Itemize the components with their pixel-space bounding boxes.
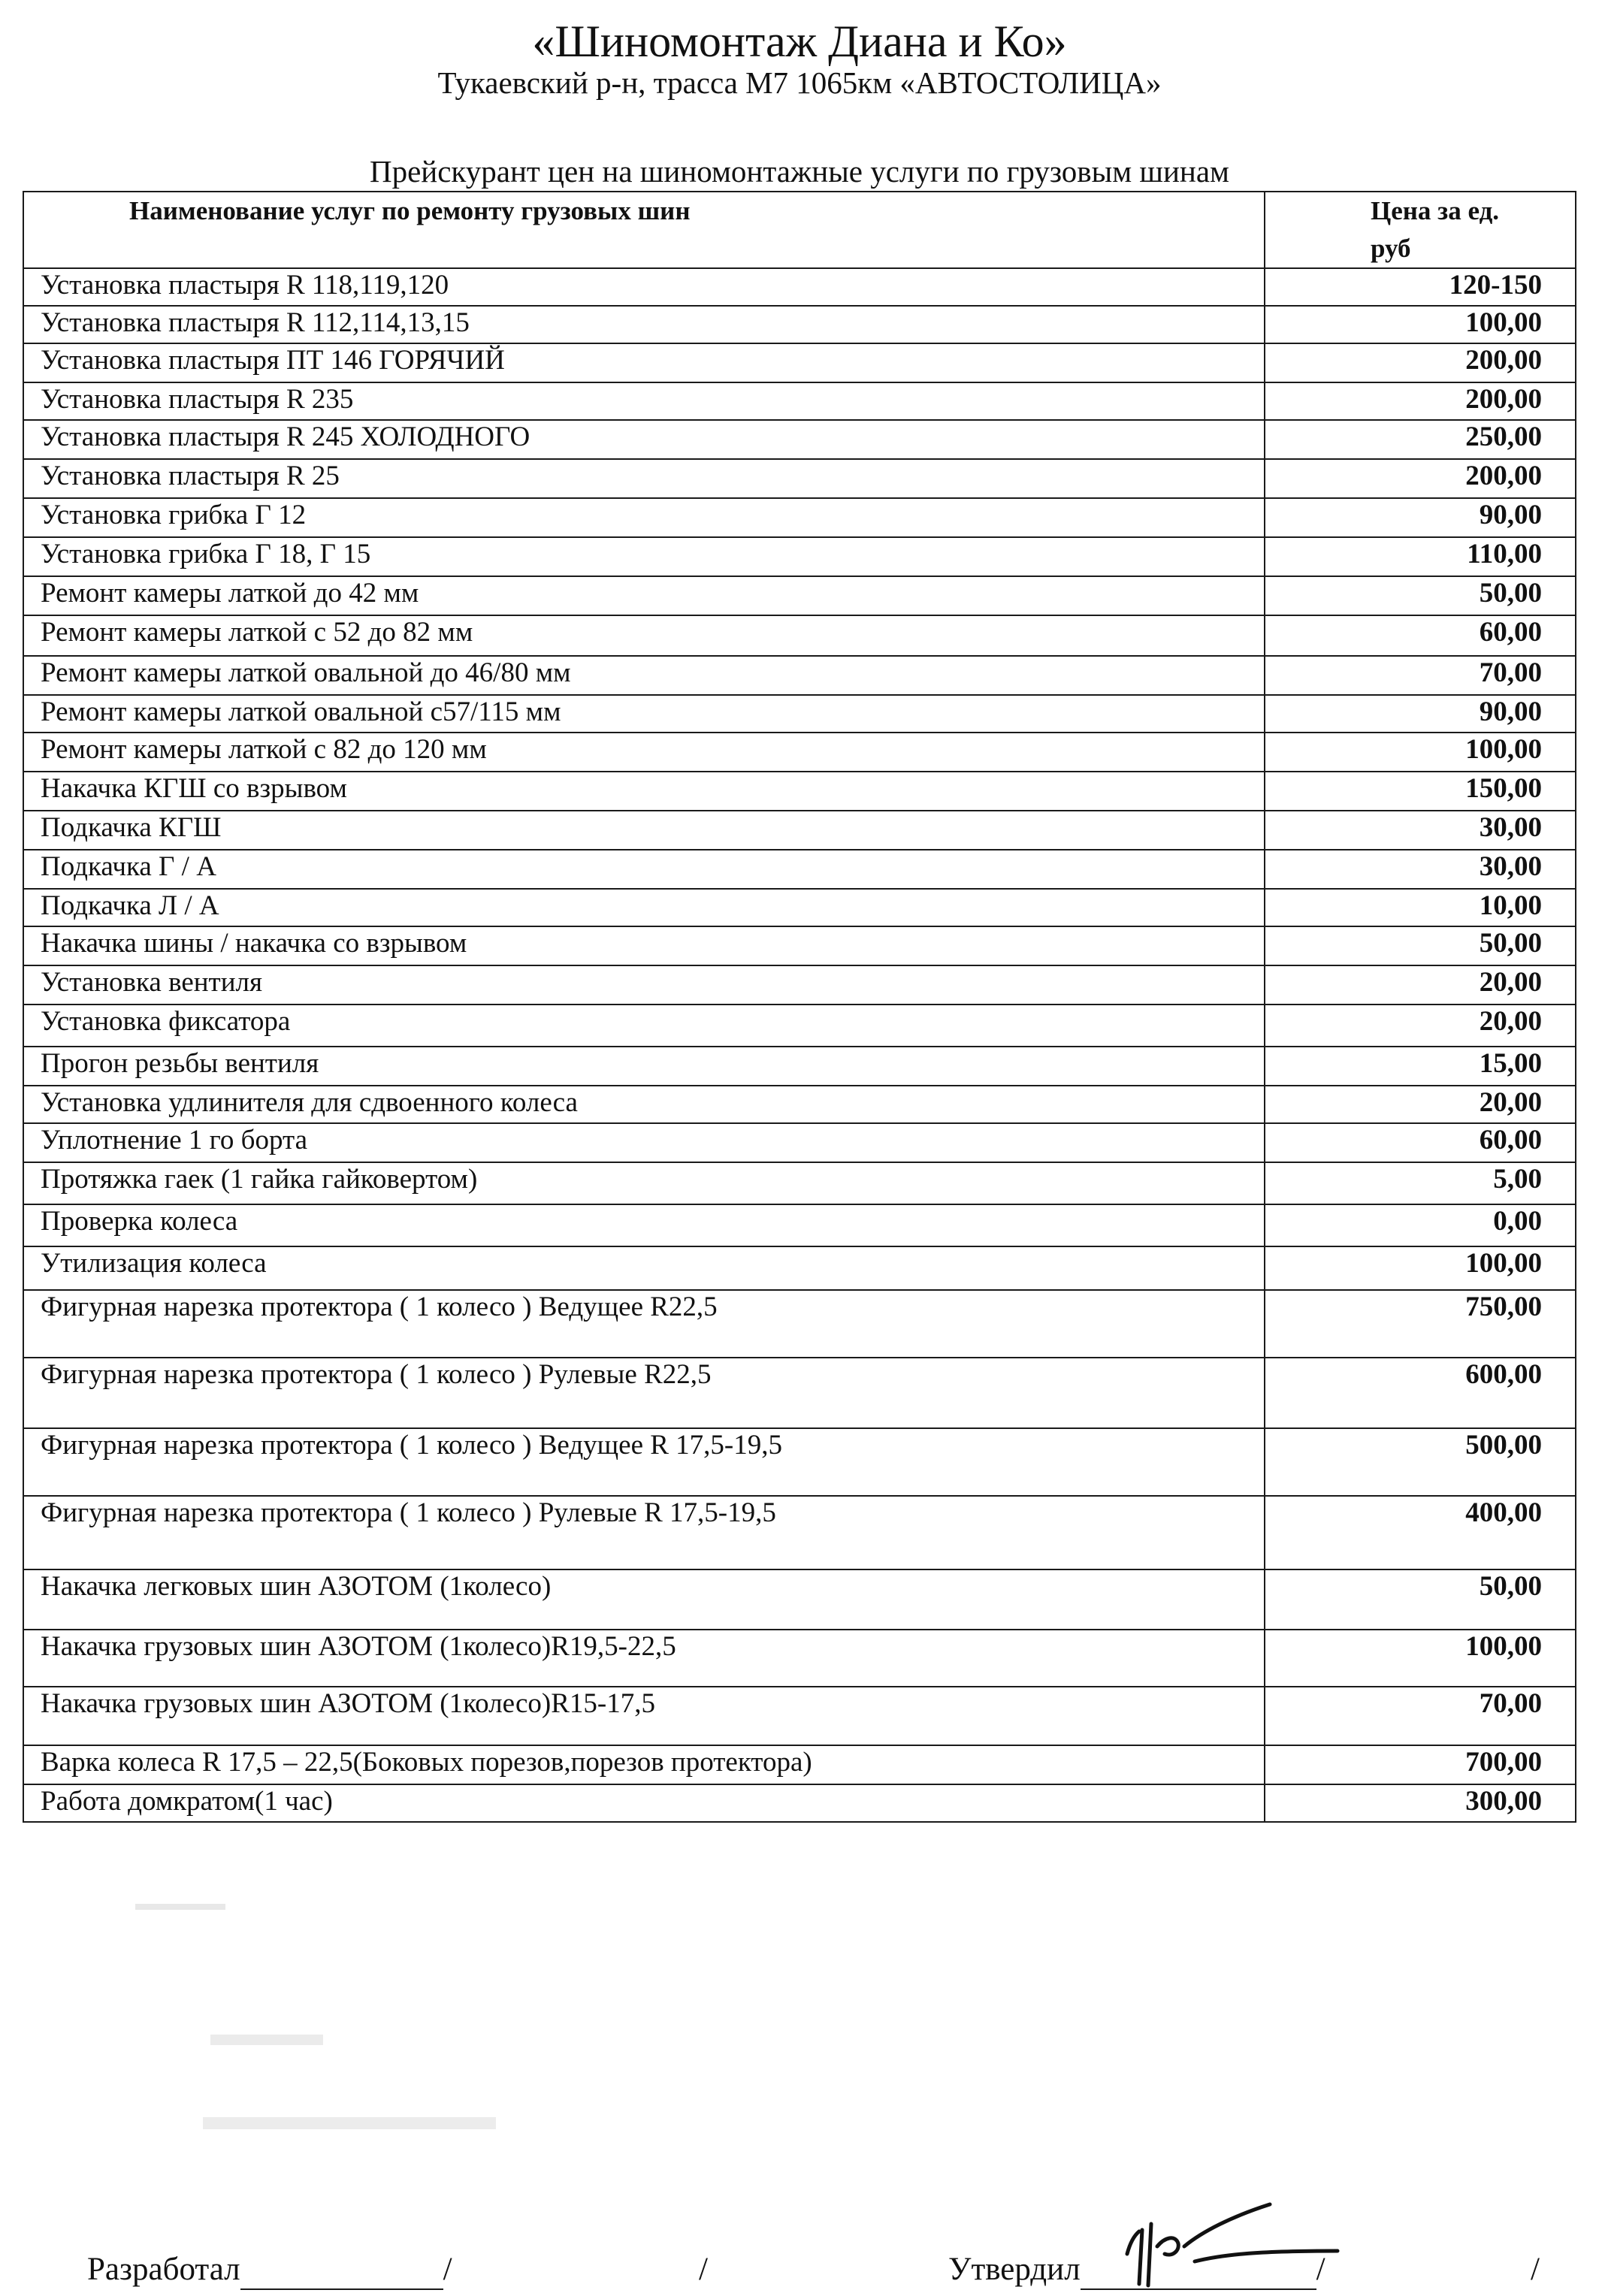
service-price-cell: 20,00 (1265, 1005, 1576, 1047)
table-row (23, 926, 1576, 965)
service-name-cell: Прогон резьбы вентиля (23, 1047, 1265, 1086)
service-name-cell: Установка пластыря R 118,119,120 (23, 268, 1265, 306)
table-row (23, 1162, 1576, 1204)
table-row (23, 615, 1576, 656)
service-name-cell: Установка пластыря R 25 (23, 459, 1265, 498)
approved-slash-1: / (1316, 2252, 1325, 2287)
price-header-line-1: Цена за ед. (1371, 196, 1500, 225)
service-name-cell: Ремонт камеры латкой овальной с57/115 мм (23, 695, 1265, 733)
company-name: «Шиномонтаж Диана и Ко» (532, 17, 1067, 66)
service-price-cell: 20,00 (1265, 965, 1576, 1005)
table-row (23, 733, 1576, 772)
service-price-cell: 60,00 (1265, 615, 1576, 656)
table-row (23, 811, 1576, 850)
scan-smudge-1 (135, 1896, 248, 1919)
table-row (23, 1204, 1576, 1246)
service-name-cell: Подкачка Г / А (23, 850, 1265, 889)
service-price-cell: 500,00 (1265, 1428, 1576, 1496)
service-name-cell: Варка колеса R 17,5 – 22,5(Боковых порезов,порезов протектора) (23, 1745, 1265, 1784)
service-price-cell: 300,00 (1265, 1784, 1576, 1822)
service-price-cell: 250,00 (1265, 420, 1576, 459)
service-price-cell: 600,00 (1265, 1358, 1576, 1428)
service-name-cell: Протяжка гаек (1 гайка гайковертом) (23, 1162, 1265, 1204)
service-name-cell: Фигурная нарезка протектора ( 1 колесо ) Рулевые R 17,5-19,5 (23, 1496, 1265, 1569)
service-name-cell: Фигурная нарезка протектора ( 1 колесо ) Ведущее R 17,5-19,5 (23, 1428, 1265, 1496)
scan-smudge-3 (203, 2110, 503, 2140)
service-name-cell: Накачка шины / накачка со взрывом (23, 926, 1265, 965)
service-price-cell: 30,00 (1265, 811, 1576, 850)
service-name-cell: Ремонт камеры латкой с 52 до 82 мм (23, 615, 1265, 656)
service-name-cell: Работа домкратом(1 час) (23, 1784, 1265, 1822)
service-price-cell: 100,00 (1265, 306, 1576, 343)
table-header-row (23, 192, 1576, 268)
table-row (23, 1246, 1576, 1290)
table-row (23, 695, 1576, 733)
table-row (23, 306, 1576, 343)
service-price-cell: 5,00 (1265, 1162, 1576, 1204)
service-price-cell: 400,00 (1265, 1496, 1576, 1569)
service-price-cell: 50,00 (1265, 576, 1576, 615)
price-table-body (23, 268, 1576, 1822)
table-row (23, 889, 1576, 926)
service-price-cell: 15,00 (1265, 1047, 1576, 1086)
document-title: Прейскурант цен на шиномонтажные услуги по грузовым шинам (369, 154, 1230, 189)
price-header-line-2: руб (1371, 234, 1411, 263)
service-price-cell: 200,00 (1265, 382, 1576, 420)
price-list-table (23, 191, 1576, 1823)
table-row (23, 1630, 1576, 1687)
service-price-cell: 120-150 (1265, 268, 1576, 306)
service-price-cell: 30,00 (1265, 850, 1576, 889)
table-row (23, 268, 1576, 306)
service-name-cell: Подкачка Л / А (23, 889, 1265, 926)
developed-label: Разработал (87, 2252, 240, 2287)
service-name-cell: Проверка колеса (23, 1204, 1265, 1246)
service-price-cell: 200,00 (1265, 343, 1576, 382)
service-price-cell: 100,00 (1265, 733, 1576, 772)
service-price-cell: 100,00 (1265, 1246, 1576, 1290)
service-name-cell: Установка пластыря R 245 ХОЛОДНОГО (23, 420, 1265, 459)
service-name-cell: Установка вентиля (23, 965, 1265, 1005)
footer-developed (87, 2251, 708, 2290)
approved-slash-2: / (1531, 2252, 1540, 2287)
table-row (23, 576, 1576, 615)
table-row (23, 1428, 1576, 1496)
table-row (23, 656, 1576, 695)
table-row (23, 420, 1576, 459)
service-price-cell: 60,00 (1265, 1123, 1576, 1162)
service-price-cell: 50,00 (1265, 926, 1576, 965)
service-name-cell: Фигурная нарезка протектора ( 1 колесо ) Рулевые R22,5 (23, 1358, 1265, 1428)
service-price-cell: 20,00 (1265, 1086, 1576, 1123)
service-name-cell: Установка пластыря ПТ 146 ГОРЯЧИЙ (23, 343, 1265, 382)
service-price-cell: 700,00 (1265, 1745, 1576, 1784)
service-name-cell: Ремонт камеры латкой с 82 до 120 мм (23, 733, 1265, 772)
table-row (23, 343, 1576, 382)
table-row (23, 1123, 1576, 1162)
scan-smudge-2 (210, 2029, 331, 2051)
table-row (23, 1687, 1576, 1745)
service-name-cell: Накачка КГШ со взрывом (23, 772, 1265, 811)
developed-signature-line (240, 2251, 443, 2290)
table-row (23, 772, 1576, 811)
approved-label: Утвердил (948, 2252, 1081, 2287)
table-row (23, 1047, 1576, 1086)
price-column-header (1265, 192, 1576, 268)
service-price-cell: 110,00 (1265, 537, 1576, 576)
service-name-cell: Уплотнение 1 го борта (23, 1123, 1265, 1162)
service-name-cell: Установка пластыря R 235 (23, 382, 1265, 420)
table-row (23, 850, 1576, 889)
table-row (23, 498, 1576, 537)
service-price-cell: 90,00 (1265, 498, 1576, 537)
service-name-cell: Ремонт камеры латкой до 42 мм (23, 576, 1265, 615)
service-price-cell: 100,00 (1265, 1630, 1576, 1687)
table-row (23, 1005, 1576, 1047)
table-row (23, 965, 1576, 1005)
table-row (23, 1086, 1576, 1123)
service-price-cell: 50,00 (1265, 1569, 1576, 1630)
service-name-cell: Установка грибка Г 18, Г 15 (23, 537, 1265, 576)
service-name-cell: Накачка легковых шин АЗОТОМ (1колесо) (23, 1569, 1265, 1630)
service-column-header: Наименование услуг по ремонту грузовых шин (23, 192, 1265, 268)
service-price-cell: 70,00 (1265, 656, 1576, 695)
service-name-cell: Установка удлинителя для сдвоенного колеса (23, 1086, 1265, 1123)
service-price-cell: 90,00 (1265, 695, 1576, 733)
table-row (23, 1569, 1576, 1630)
handwritten-signature (1112, 2201, 1353, 2291)
service-name-cell: Установка фиксатора (23, 1005, 1265, 1047)
service-price-cell: 0,00 (1265, 1204, 1576, 1246)
service-name-cell: Фигурная нарезка протектора ( 1 колесо ) Ведущее R22,5 (23, 1290, 1265, 1358)
service-price-cell: 750,00 (1265, 1290, 1576, 1358)
service-price-cell: 70,00 (1265, 1687, 1576, 1745)
table-row (23, 1290, 1576, 1358)
service-name-cell: Подкачка КГШ (23, 811, 1265, 850)
service-price-cell: 10,00 (1265, 889, 1576, 926)
service-price-cell: 200,00 (1265, 459, 1576, 498)
service-name-cell: Утилизация колеса (23, 1246, 1265, 1290)
service-name-cell: Установка пластыря R 112,114,13,15 (23, 306, 1265, 343)
developed-slash-2: / (699, 2252, 708, 2287)
table-row (23, 382, 1576, 420)
service-name-cell: Накачка грузовых шин АЗОТОМ (1колесо)R15-17,5 (23, 1687, 1265, 1745)
company-address: Тукаевский р-н, трасса М7 1065км «АВТОСТОЛИЦА» (437, 65, 1162, 100)
service-name-cell: Установка грибка Г 12 (23, 498, 1265, 537)
service-name-cell: Накачка грузовых шин АЗОТОМ (1колесо)R19,5-22,5 (23, 1630, 1265, 1687)
service-name-cell: Ремонт камеры латкой овальной до 46/80 мм (23, 656, 1265, 695)
table-row (23, 1784, 1576, 1822)
table-row (23, 459, 1576, 498)
table-row (23, 1745, 1576, 1784)
table-row (23, 537, 1576, 576)
table-row (23, 1358, 1576, 1428)
service-price-cell: 150,00 (1265, 772, 1576, 811)
table-row (23, 1496, 1576, 1569)
developed-slash-1: / (443, 2252, 452, 2287)
